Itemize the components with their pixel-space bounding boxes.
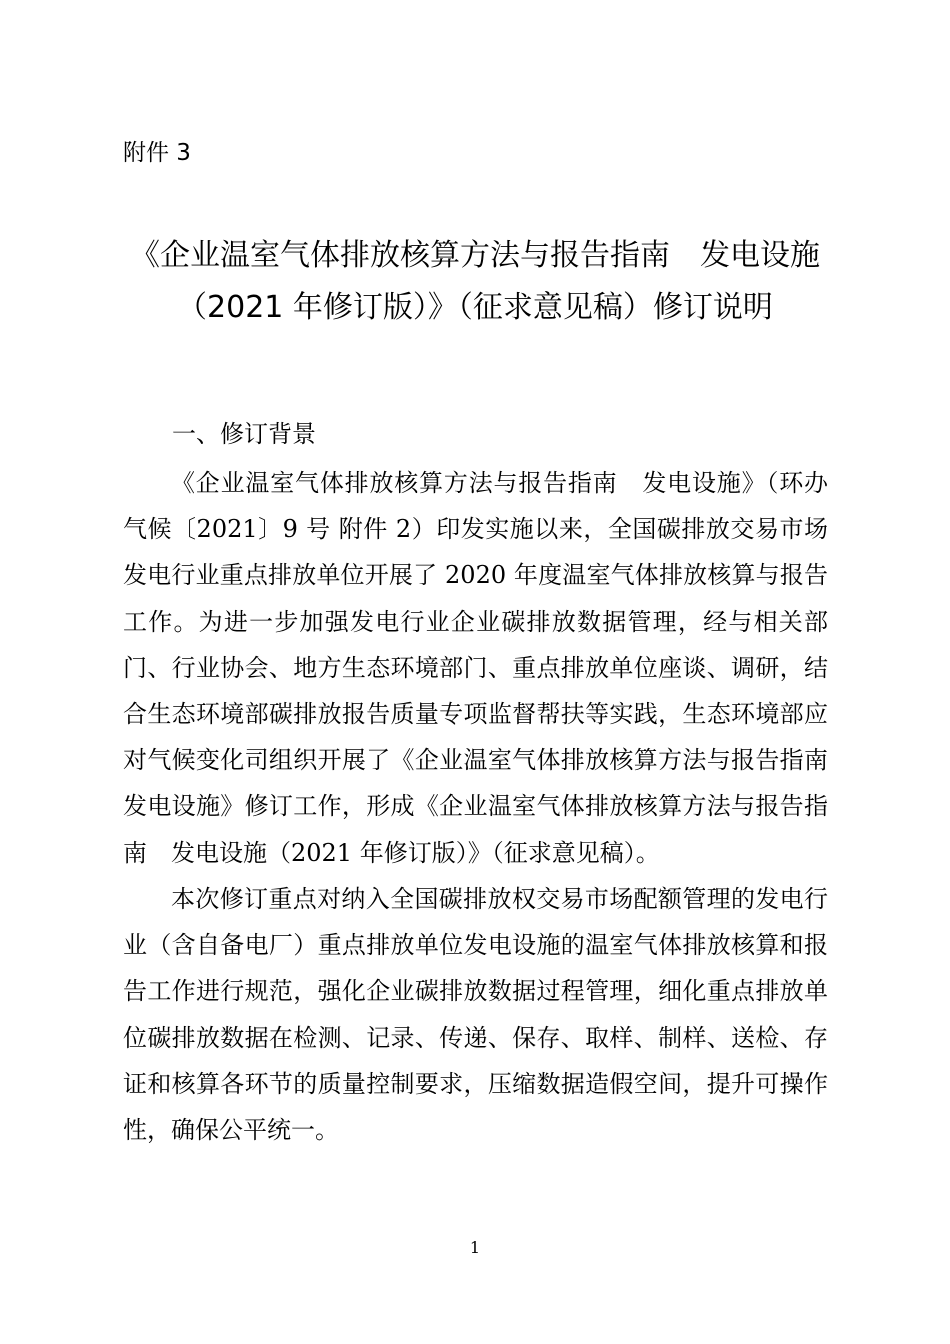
section-heading: 一、修订背景 (172, 420, 316, 448)
attachment-label: 附件 3 (123, 140, 191, 166)
title-line-2: （2021 年修订版）》（征求意见稿）修订说明 (177, 290, 773, 325)
page-number: 1 (469, 1238, 481, 1257)
paragraph-revision-focus: 本次修订重点对纳入全国碳排放权交易市场配额管理的发电行业（含自备电厂）重点排放单位发电设施的温室气体排放核算和报告工作进行规范，强化企业碳排放数据过程管理，细化重点排放单位碳排放数据在检测、记录、传递、保存、取样、制样、送检、存证和核算各环节的质量控制要求，压缩数据造假空间，提升可操作性，确保公平统一。 (123, 885, 828, 1145)
document-title (100, 230, 850, 334)
paragraph-background: 《企业温室气体排放核算方法与报告指南 发电设施》（环办气候〔2021〕9 号 附件 2）印发实施以来，全国碳排放交易市场发电行业重点排放单位开展了 2020 年度温室气体排放核算与报告工作。为进一步加强发电行业企业碳排放数据管理，经与相关部门、行业协会、地方生态环境部门、重点排放单位座谈、调研，结合生态环境部碳排放报告质量专项监督帮扶等实践，生态环境部应对气候变化司组织开展了《企业温室气体排放核算方法与报告指南 发电设施》修订工作，形成《企业温室气体排放核算方法与报告指南 发电设施（2021 年修订版）》（征求意见稿）。 (123, 469, 852, 867)
title-line-1: 《企业温室气体排放核算方法与报告指南 发电设施 (130, 238, 820, 273)
